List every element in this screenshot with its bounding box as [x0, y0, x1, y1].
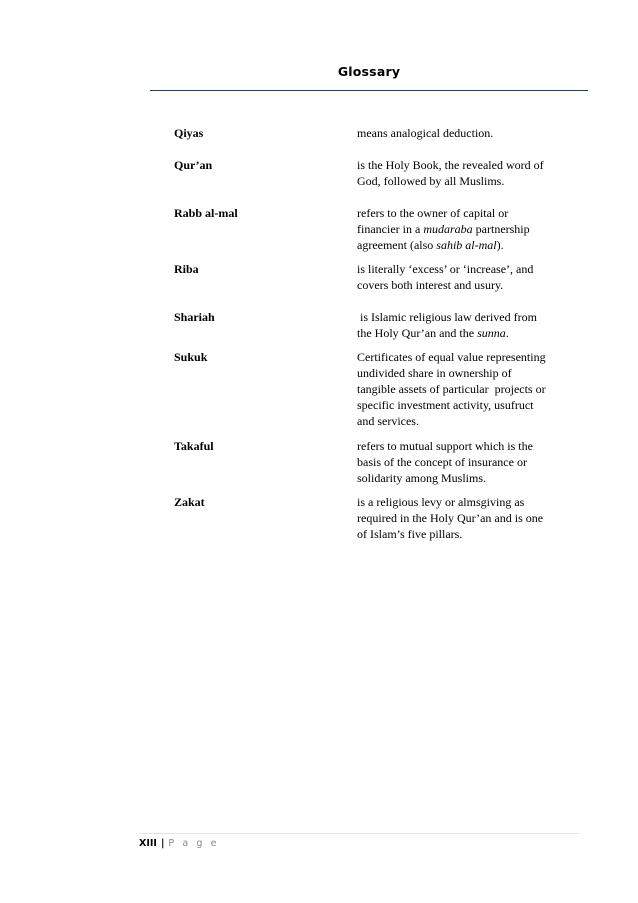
glossary-definition	[357, 205, 572, 253]
glossary-definition	[357, 438, 572, 486]
glossary-term: Zakat	[174, 495, 205, 509]
definition-line: solidarity among Muslims.	[357, 471, 486, 485]
page-header-title: Glossary	[337, 64, 401, 79]
definition-line: financier in a mudaraba partnership	[357, 222, 530, 236]
glossary-term: Rabb al-mal	[174, 206, 238, 220]
glossary-term: Riba	[174, 262, 199, 276]
footer-rule	[139, 833, 579, 834]
definition-line: the Holy Qur’an and the sunna.	[357, 326, 509, 340]
definition-line: refers to mutual support which is the	[357, 439, 533, 453]
definition-line: refers to the owner of capital or	[357, 206, 509, 220]
definition-line: and services.	[357, 414, 419, 428]
definition-line: is literally ‘excess’ or ‘increase’, and	[357, 262, 534, 276]
footer-separator: |	[160, 838, 165, 849]
definition-line: means analogical deduction.	[357, 126, 494, 140]
glossary-definition	[357, 157, 572, 189]
definition-line: agreement (also sahib al-mal).	[357, 238, 504, 252]
definition-line: required in the Holy Qur’an and is one	[357, 511, 544, 525]
glossary-term: Qiyas	[174, 126, 204, 140]
glossary-definition	[357, 261, 572, 293]
glossary-term: Sukuk	[174, 350, 208, 364]
glossary-definition	[357, 309, 572, 341]
definition-line: tangible assets of particular projects or	[357, 382, 546, 396]
definition-line: is the Holy Book, the revealed word of	[357, 158, 544, 172]
glossary-term: Takaful	[174, 439, 214, 453]
glossary-definition	[357, 349, 572, 429]
glossary-definition	[357, 494, 572, 542]
definition-line: covers both interest and usury.	[357, 278, 504, 292]
glossary-term: Qur’an	[174, 158, 213, 172]
definition-line: is Islamic religious law derived from	[357, 310, 537, 324]
definition-line: God, followed by all Muslims.	[357, 174, 505, 188]
glossary-definition	[357, 125, 572, 141]
definition-line: Certificates of equal value representing	[357, 350, 546, 364]
page-footer	[139, 838, 219, 849]
definition-line: of Islam’s five pillars.	[357, 527, 463, 541]
page-number: XIII	[139, 838, 157, 849]
definition-line: specific investment activity, usufruct	[357, 398, 534, 412]
header-rule	[150, 90, 588, 91]
definition-line: undivided share in ownership of	[357, 366, 512, 380]
glossary-term: Shariah	[174, 310, 215, 324]
definition-line: is a religious levy or almsgiving as	[357, 495, 525, 509]
page-label: P a g e	[168, 838, 220, 849]
definition-line: basis of the concept of insurance or	[357, 455, 527, 469]
